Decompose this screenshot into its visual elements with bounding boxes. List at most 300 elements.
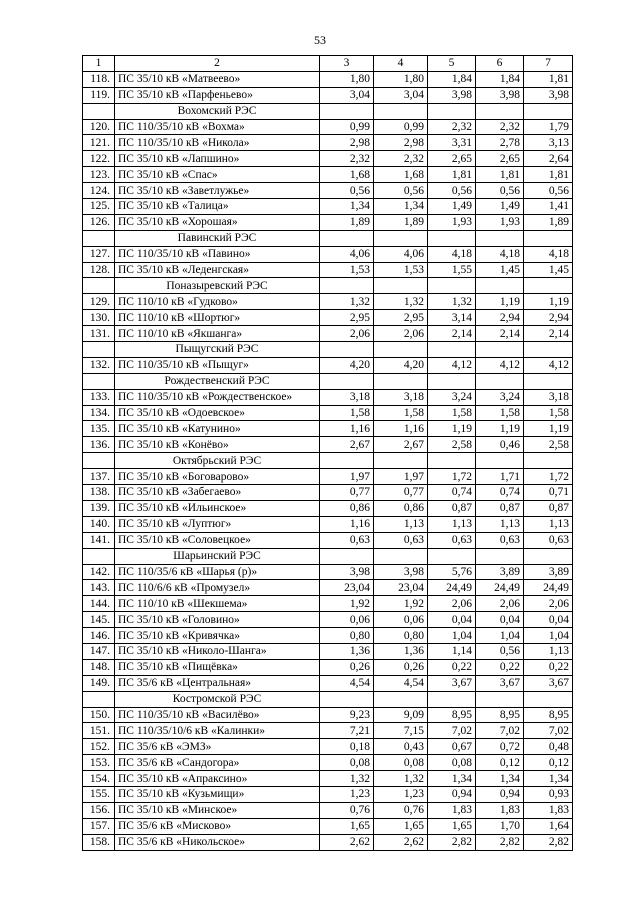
substation-name: ПС 110/10 кВ «Шекшема» [115,596,320,612]
value-cell: 1,93 [476,214,524,230]
table-row [83,532,573,548]
value-cell: 1,34 [320,199,374,215]
substation-name: ПС 35/10 кВ «Ильинское» [115,500,320,516]
substation-name: ПС 35/6 кВ «Сандогора» [115,755,320,771]
value-cell: 0,08 [374,755,428,771]
row-number: 152. [83,739,115,755]
value-cell: 1,49 [476,199,524,215]
value-cell: 0,77 [374,485,428,501]
value-cell: 1,16 [320,516,374,532]
row-number: 145. [83,612,115,628]
value-cell: 1,84 [476,71,524,87]
section-title: Костромской РЭС [115,691,320,707]
value-cell: 7,02 [428,723,476,739]
value-cell: 1,89 [320,214,374,230]
value-cell: 0,74 [476,485,524,501]
value-cell: 3,31 [428,135,476,151]
row-number: 119. [83,87,115,103]
row-number: 148. [83,659,115,675]
empty-cell [428,373,476,389]
value-cell: 2,06 [524,596,573,612]
value-cell: 2,94 [524,310,573,326]
empty-cell [320,103,374,119]
value-cell: 1,65 [428,818,476,834]
section-title: Рождественский РЭС [115,373,320,389]
value-cell: 4,06 [320,246,374,262]
substation-name: ПС 110/10 кВ «Гудково» [115,294,320,310]
table-row [83,167,573,183]
value-cell: 0,67 [428,739,476,755]
value-cell: 2,64 [524,151,573,167]
substation-name: ПС 35/10 кВ «Заветлужье» [115,183,320,199]
section-row [83,453,573,469]
value-cell: 0,04 [428,612,476,628]
value-cell: 1,04 [524,628,573,644]
empty-cell [374,230,428,246]
section-title: Поназыревский РЭС [115,278,320,294]
header-row [83,56,573,72]
value-cell: 3,04 [374,87,428,103]
value-cell: 1,84 [428,71,476,87]
substation-name: ПС 35/10 кВ «Хорошая» [115,214,320,230]
value-cell: 1,19 [476,294,524,310]
substation-name: ПС 35/10 кВ «Николо-Шанга» [115,643,320,659]
substation-name: ПС 35/10 кВ «Пищёвка» [115,659,320,675]
column-header: 7 [524,56,573,72]
table-row [83,643,573,659]
value-cell: 1,58 [320,405,374,421]
substation-table [82,55,573,851]
value-cell: 2,95 [374,310,428,326]
row-number: 146. [83,628,115,644]
value-cell: 1,34 [476,771,524,787]
value-cell: 3,04 [320,87,374,103]
value-cell: 1,19 [428,421,476,437]
value-cell: 7,21 [320,723,374,739]
substation-name: ПС 110/10 кВ «Шортюг» [115,310,320,326]
value-cell: 0,63 [524,532,573,548]
column-header: 6 [476,56,524,72]
value-cell: 8,95 [428,707,476,723]
value-cell: 1,72 [524,469,573,485]
value-cell: 0,18 [320,739,374,755]
table-row [83,707,573,723]
row-number: 133. [83,389,115,405]
substation-name: ПС 35/10 кВ «Апраксино» [115,771,320,787]
value-cell: 1,19 [524,421,573,437]
value-cell: 0,87 [428,500,476,516]
value-cell: 1,23 [374,786,428,802]
value-cell: 2,62 [374,834,428,850]
empty-cell [524,103,573,119]
value-cell: 0,04 [524,612,573,628]
substation-name: ПС 35/10 кВ «Одоевское» [115,405,320,421]
substation-name: ПС 35/10 кВ «Леденгская» [115,262,320,278]
table-row [83,723,573,739]
substation-name: ПС 35/10 кВ «Парфеньево» [115,87,320,103]
row-number: 129. [83,294,115,310]
value-cell: 0,56 [320,183,374,199]
column-header: 5 [428,56,476,72]
value-cell: 0,56 [476,643,524,659]
row-number: 127. [83,246,115,262]
value-cell: 2,82 [476,834,524,850]
section-row [83,691,573,707]
value-cell: 3,24 [476,389,524,405]
value-cell: 1,81 [524,71,573,87]
value-cell: 0,80 [320,628,374,644]
table-body [83,71,573,850]
value-cell: 3,18 [320,389,374,405]
empty-cell [428,453,476,469]
row-number: 128. [83,262,115,278]
row-number: 157. [83,818,115,834]
value-cell: 1,80 [374,71,428,87]
value-cell: 1,83 [524,802,573,818]
value-cell: 2,06 [476,596,524,612]
row-number: 142. [83,564,115,580]
value-cell: 0,56 [476,183,524,199]
row-number: 139. [83,500,115,516]
empty-cell [524,230,573,246]
value-cell: 1,04 [428,628,476,644]
value-cell: 4,54 [374,675,428,691]
column-header: 4 [374,56,428,72]
value-cell: 1,81 [476,167,524,183]
value-cell: 0,46 [476,437,524,453]
value-cell: 5,76 [428,564,476,580]
value-cell: 1,36 [320,643,374,659]
value-cell: 0,72 [476,739,524,755]
row-number: 153. [83,755,115,771]
empty-cell [320,548,374,564]
value-cell: 1,13 [428,516,476,532]
empty-cell [83,103,115,119]
value-cell: 2,14 [476,326,524,342]
value-cell: 1,83 [428,802,476,818]
value-cell: 2,58 [524,437,573,453]
value-cell: 0,06 [320,612,374,628]
table-row [83,739,573,755]
substation-name: ПС 35/10 кВ «Лапшино» [115,151,320,167]
value-cell: 0,86 [374,500,428,516]
substation-name: ПС 35/6 кВ «Центральная» [115,675,320,691]
value-cell: 3,67 [476,675,524,691]
value-cell: 0,56 [524,183,573,199]
value-cell: 0,04 [476,612,524,628]
value-cell: 2,32 [428,119,476,135]
value-cell: 3,98 [374,564,428,580]
substation-name: ПС 110/6/6 кВ «Промузел» [115,580,320,596]
value-cell: 1,81 [428,167,476,183]
value-cell: 0,26 [374,659,428,675]
value-cell: 2,94 [476,310,524,326]
row-number: 137. [83,469,115,485]
value-cell: 1,93 [428,214,476,230]
value-cell: 0,94 [476,786,524,802]
value-cell: 4,20 [320,357,374,373]
empty-cell [476,548,524,564]
table-row [83,818,573,834]
empty-cell [524,373,573,389]
empty-cell [428,278,476,294]
substation-name: ПС 35/10 кВ «Забегаево» [115,485,320,501]
row-number: 126. [83,214,115,230]
substation-name: ПС 110/35/10 кВ «Рождественское» [115,389,320,405]
substation-name: ПС 35/10 кВ «Кузьмищи» [115,786,320,802]
value-cell: 1,81 [524,167,573,183]
substation-name: ПС 35/10 кВ «Конёво» [115,437,320,453]
value-cell: 1,13 [524,643,573,659]
value-cell: 2,06 [428,596,476,612]
row-number: 131. [83,326,115,342]
row-number: 125. [83,199,115,215]
row-number: 150. [83,707,115,723]
empty-cell [320,691,374,707]
value-cell: 0,56 [374,183,428,199]
empty-cell [428,103,476,119]
value-cell: 4,18 [428,246,476,262]
section-row [83,278,573,294]
table-row [83,500,573,516]
value-cell: 23,04 [320,580,374,596]
empty-cell [83,548,115,564]
table-row [83,119,573,135]
value-cell: 1,83 [476,802,524,818]
row-number: 123. [83,167,115,183]
column-header: 2 [115,56,320,72]
value-cell: 3,89 [524,564,573,580]
table-row [83,151,573,167]
row-number: 118. [83,71,115,87]
value-cell: 1,36 [374,643,428,659]
value-cell: 0,63 [476,532,524,548]
empty-cell [83,342,115,358]
value-cell: 1,58 [374,405,428,421]
value-cell: 0,08 [428,755,476,771]
value-cell: 2,14 [428,326,476,342]
substation-name: ПС 35/10 кВ «Спас» [115,167,320,183]
value-cell: 2,67 [320,437,374,453]
value-cell: 3,98 [428,87,476,103]
value-cell: 4,12 [476,357,524,373]
table-row [83,612,573,628]
value-cell: 2,82 [524,834,573,850]
value-cell: 0,22 [524,659,573,675]
substation-name: ПС 35/10 кВ «Матвеево» [115,71,320,87]
column-header: 3 [320,56,374,72]
value-cell: 2,58 [428,437,476,453]
row-number: 140. [83,516,115,532]
value-cell: 2,95 [320,310,374,326]
table-row [83,580,573,596]
value-cell: 3,24 [428,389,476,405]
value-cell: 0,63 [320,532,374,548]
value-cell: 1,92 [374,596,428,612]
value-cell: 2,14 [524,326,573,342]
empty-cell [428,230,476,246]
section-title: Октябрьский РЭС [115,453,320,469]
value-cell: 1,34 [374,199,428,215]
value-cell: 1,97 [374,469,428,485]
section-row [83,342,573,358]
value-cell: 1,72 [428,469,476,485]
value-cell: 1,65 [374,818,428,834]
value-cell: 1,13 [374,516,428,532]
value-cell: 4,12 [428,357,476,373]
value-cell: 2,62 [320,834,374,850]
empty-cell [320,278,374,294]
value-cell: 4,54 [320,675,374,691]
row-number: 132. [83,357,115,373]
value-cell: 1,13 [524,516,573,532]
row-number: 122. [83,151,115,167]
value-cell: 3,14 [428,310,476,326]
table-row [83,675,573,691]
value-cell: 3,13 [524,135,573,151]
value-cell: 0,12 [476,755,524,771]
value-cell: 2,32 [374,151,428,167]
row-number: 147. [83,643,115,659]
value-cell: 1,19 [476,421,524,437]
empty-cell [374,691,428,707]
substation-name: ПС 35/10 кВ «Соловецкое» [115,532,320,548]
value-cell: 1,79 [524,119,573,135]
empty-cell [476,342,524,358]
substation-name: ПС 110/35/10 кВ «Никола» [115,135,320,151]
table-row [83,87,573,103]
empty-cell [83,230,115,246]
row-number: 151. [83,723,115,739]
value-cell: 2,32 [476,119,524,135]
value-cell: 1,70 [476,818,524,834]
value-cell: 1,04 [476,628,524,644]
value-cell: 2,98 [320,135,374,151]
substation-name: ПС 110/35/10 кВ «Вохма» [115,119,320,135]
substation-name: ПС 35/10 кВ «Минское» [115,802,320,818]
value-cell: 9,09 [374,707,428,723]
table-row [83,421,573,437]
table-row [83,294,573,310]
table-row [83,389,573,405]
value-cell: 0,87 [476,500,524,516]
column-header: 1 [83,56,115,72]
table-row [83,755,573,771]
value-cell: 1,14 [428,643,476,659]
value-cell: 0,08 [320,755,374,771]
value-cell: 0,71 [524,485,573,501]
empty-cell [83,453,115,469]
value-cell: 2,65 [476,151,524,167]
value-cell: 1,32 [428,294,476,310]
value-cell: 0,87 [524,500,573,516]
row-number: 120. [83,119,115,135]
value-cell: 8,95 [524,707,573,723]
empty-cell [524,342,573,358]
value-cell: 0,76 [320,802,374,818]
value-cell: 3,18 [524,389,573,405]
value-cell: 1,97 [320,469,374,485]
table-row [83,326,573,342]
substation-name: ПС 110/10 кВ «Якшанга» [115,326,320,342]
value-cell: 1,32 [374,771,428,787]
value-cell: 1,80 [320,71,374,87]
value-cell: 1,13 [476,516,524,532]
empty-cell [83,691,115,707]
value-cell: 1,64 [524,818,573,834]
table-row [83,71,573,87]
value-cell: 0,74 [428,485,476,501]
empty-cell [476,373,524,389]
row-number: 156. [83,802,115,818]
value-cell: 0,76 [374,802,428,818]
row-number: 121. [83,135,115,151]
row-number: 136. [83,437,115,453]
section-row [83,373,573,389]
table-row [83,199,573,215]
empty-cell [476,230,524,246]
value-cell: 2,82 [428,834,476,850]
empty-cell [476,103,524,119]
value-cell: 1,68 [374,167,428,183]
section-row [83,230,573,246]
value-cell: 0,77 [320,485,374,501]
substation-name: ПС 110/35/10 кВ «Пыщуг» [115,357,320,373]
empty-cell [476,691,524,707]
value-cell: 2,65 [428,151,476,167]
table-row [83,659,573,675]
value-cell: 24,49 [476,580,524,596]
value-cell: 0,63 [374,532,428,548]
value-cell: 1,23 [320,786,374,802]
value-cell: 7,15 [374,723,428,739]
empty-cell [320,453,374,469]
table-row [83,214,573,230]
value-cell: 2,78 [476,135,524,151]
value-cell: 1,58 [524,405,573,421]
table-row [83,135,573,151]
value-cell: 3,67 [524,675,573,691]
table-row [83,405,573,421]
value-cell: 24,49 [428,580,476,596]
value-cell: 1,16 [320,421,374,437]
value-cell: 0,56 [428,183,476,199]
empty-cell [320,373,374,389]
substation-name: ПС 35/10 кВ «Талица» [115,199,320,215]
table-row [83,516,573,532]
value-cell: 3,98 [524,87,573,103]
value-cell: 1,71 [476,469,524,485]
empty-cell [428,691,476,707]
table-row [83,485,573,501]
value-cell: 1,32 [320,294,374,310]
value-cell: 1,89 [374,214,428,230]
empty-cell [428,548,476,564]
value-cell: 7,02 [476,723,524,739]
substation-name: ПС 35/6 кВ «ЭМЗ» [115,739,320,755]
value-cell: 1,53 [374,262,428,278]
empty-cell [476,453,524,469]
row-number: 124. [83,183,115,199]
value-cell: 3,98 [476,87,524,103]
value-cell: 1,32 [320,771,374,787]
value-cell: 4,18 [524,246,573,262]
empty-cell [524,691,573,707]
page-number: 53 [314,33,326,47]
value-cell: 0,43 [374,739,428,755]
substation-name: ПС 35/6 кВ «Никольское» [115,834,320,850]
value-cell: 0,99 [320,119,374,135]
